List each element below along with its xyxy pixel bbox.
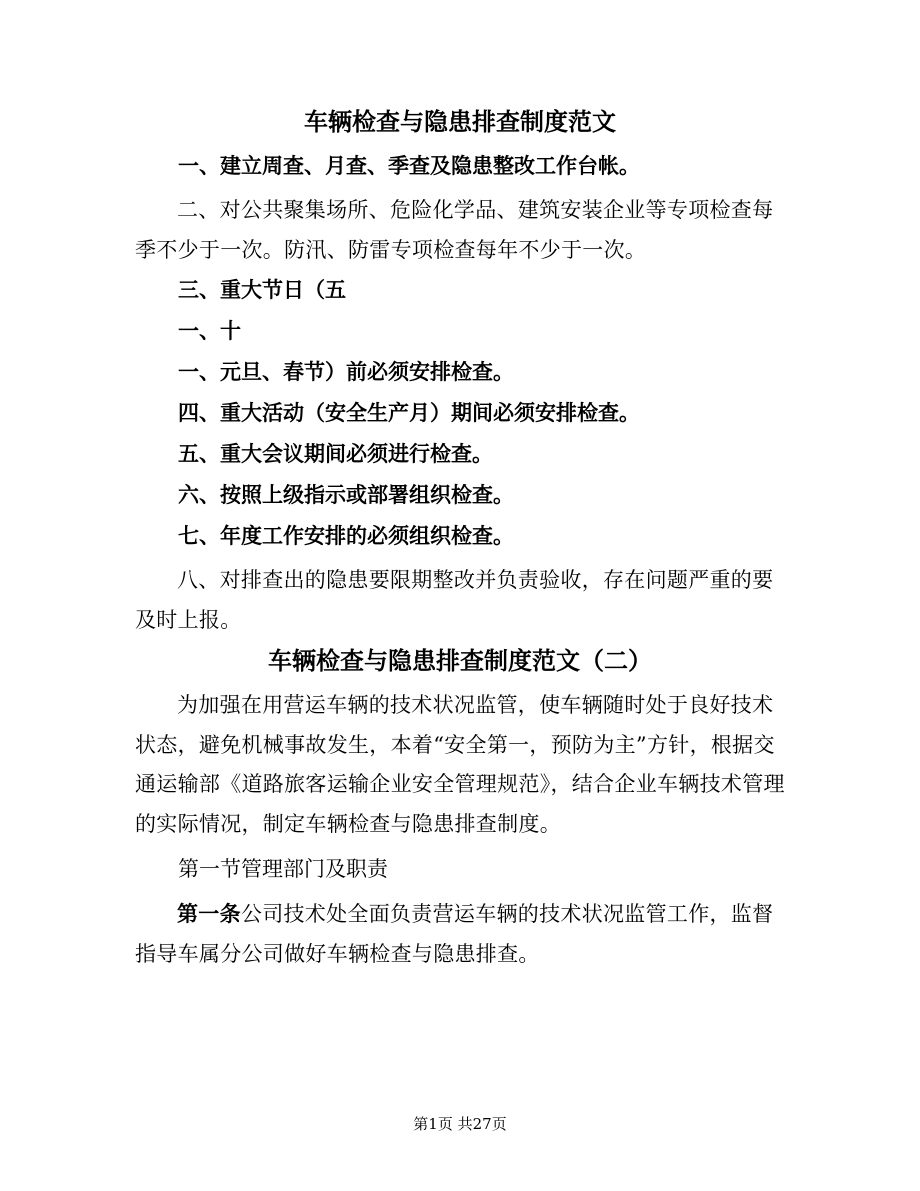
item-5: 五、重大会议期间必须进行检查。 (178, 441, 493, 466)
intro-paragraph: 为加强在用营运车辆的技术状况监管，使车辆随时处于良好技术状态，避免机械事故发生，本着“安全第一，预防为主”方针，根据交通运输部《道路旅客运输企业安全管理规范》，结合企业车辆技术管理的实际情况，制定车辆检查与隐患排查制度。 (135, 693, 785, 836)
item-6: 六、按照上级指示或部署组织检查。 (178, 482, 514, 507)
item-3-cont-b: 一、元旦、春节）前必须安排检查。 (178, 359, 514, 384)
item-7: 七、年度工作安排的必须组织检查。 (178, 523, 514, 548)
item-2: 二、对公共聚集场所、危险化学品、建筑安装企业等专项检查每季不少于一次。防汛、防雷专项检查每年不少于一次。 (135, 198, 774, 262)
item-1: 一、建立周查、月查、季查及隐患整改工作台帐。 (178, 153, 640, 178)
item-3-cont-a: 一、十 (178, 318, 241, 343)
item-8: 八、对排查出的隐患要限期整改并负责验收，存在问题严重的要及时上报。 (135, 568, 774, 632)
section-heading: 第一节管理部门及职责 (178, 857, 388, 881)
item-4: 四、重大活动（安全生产月）期间必须安排检查。 (178, 400, 640, 425)
article-1 (135, 894, 785, 974)
page-footer: 第1页 共27页 (413, 1115, 507, 1133)
article-label: 第一条 (177, 901, 241, 926)
item-3: 三、重大节日（五 (178, 277, 346, 302)
article-text: 公司技术处全面负责营运车辆的技术状况监管工作，监督指导车属分公司做好车辆检查与隐患排查。 (135, 902, 774, 966)
section-title-2: 车辆检查与隐患排查制度范文（二） (268, 646, 652, 675)
document-title: 车辆检查与隐患排查制度范文 (304, 107, 616, 136)
